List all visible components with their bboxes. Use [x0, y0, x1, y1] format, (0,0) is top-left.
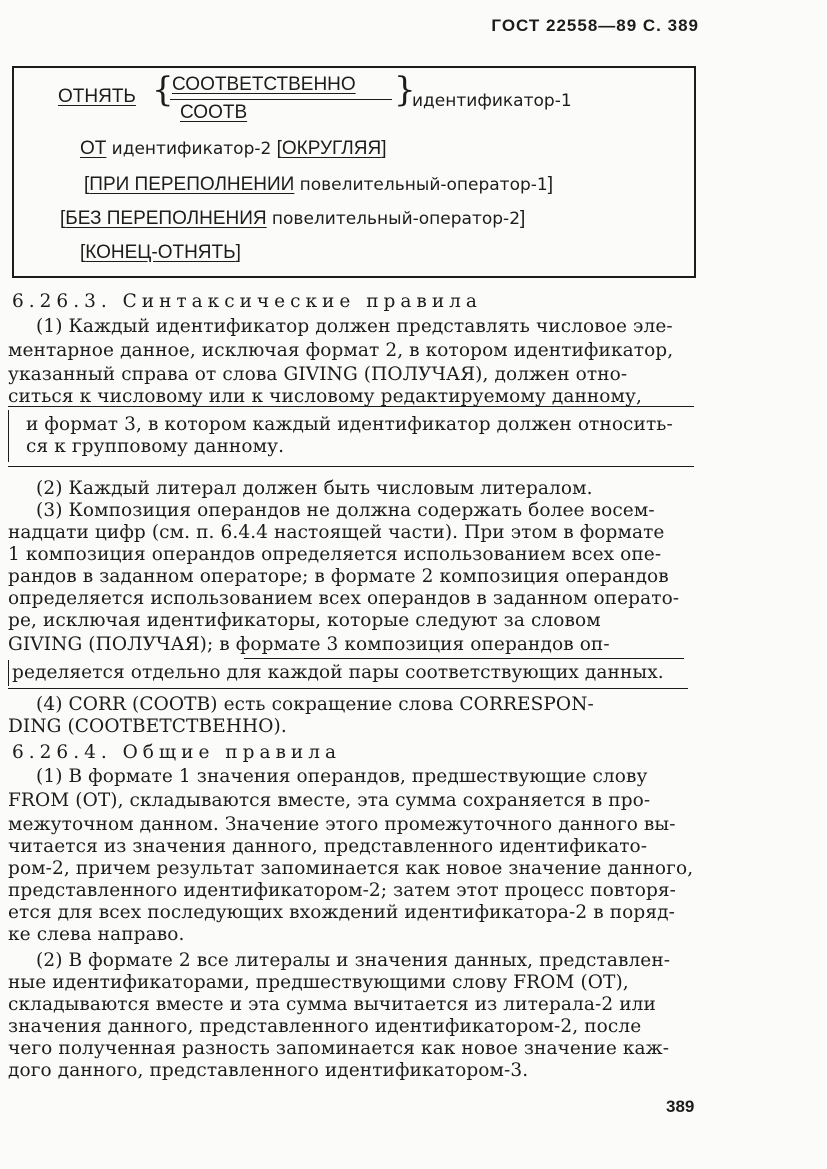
text-line: рандов в заданном операторе; в формате 2 композиция операндов [8, 566, 669, 587]
text-line: (2) Каждый литерал должен быть числовым литералом. [36, 478, 593, 499]
text-line: указанный справа от слова GIVING (ПОЛУЧАЯ), должен отно- [8, 364, 628, 385]
text-line: ке слева направо. [8, 924, 185, 945]
right-brace: } [394, 70, 416, 110]
text-line: надцати цифр (см. п. 6.4.4 настоящей части). При этом в формате [8, 522, 665, 543]
text-line: ределяется отдельно для каждой пары соответствующих данных. [12, 662, 664, 683]
text-line: (2) В формате 2 все литералы и значения данных, представлен- [36, 950, 671, 971]
text-line: чего полученная разность запоминается как новое значение каж- [8, 1038, 670, 1059]
text-line: читается из значения данного, представленного идентификато- [8, 836, 648, 857]
identifier-1: идентификатор-1 [412, 91, 572, 111]
syntax-format-box [12, 66, 696, 278]
change-rule [8, 406, 694, 407]
text-line: GIVING (ПОЛУЧАЯ); в формате 3 композиция операндов оп- [8, 634, 610, 655]
text-line: (4) CORR (СООТВ) есть сокращение слова CORRESPON- [36, 694, 594, 715]
text-line: значения данного, представленного идентификатором-2, после [8, 1016, 642, 1037]
from-line: ОТ идентификатор-2 [ОКРУГЛЯЯ] [80, 138, 387, 159]
page-number: 389 [666, 1097, 695, 1116]
text-line: ся к групповому данному. [26, 436, 285, 457]
change-rule [8, 466, 694, 467]
text-line: складываются вместе и эта сумма вычитается из литерала-2 или [8, 994, 656, 1015]
text-line: ные идентификаторами, предшествующими слову FROM (ОТ), [8, 972, 629, 993]
text-line: ется для всех последующих вхождений идентификатора-2 в поряд- [8, 902, 675, 923]
not-on-size-error-line: [БЕЗ ПЕРЕПОЛНЕНИЯ повелительный-оператор-2] [60, 208, 526, 229]
text-line: ром-2, причем результат запоминается как новое значение данного, [8, 858, 694, 879]
verb-subtract: ОТНЯТЬ [58, 86, 136, 107]
text-line: FROM (ОТ), складываются вместе, эта сумма сохраняется в про- [8, 790, 651, 811]
text-line: ментарное данное, исключая формат 2, в котором идентификатор, [8, 340, 674, 361]
text-line: и формат 3, в котором каждый идентификатор должен относить- [26, 414, 673, 435]
text-line: (1) Каждый идентификатор должен представлять числовое эле- [36, 316, 673, 337]
text-line: DING (СООТВЕТСТВЕННО). [8, 716, 287, 737]
text-line: ситься к числовому или к числовому редактируемому данному, [8, 386, 643, 407]
option-corresponding: СООТВЕТСТВЕННО [172, 74, 356, 95]
on-size-error-line: [ПРИ ПЕРЕПОЛНЕНИИ повелительный-оператор-1] [84, 174, 554, 195]
text-line: дого данного, представленного идентификатором-3. [8, 1060, 529, 1081]
section-heading-syntax-rules: 6.26.3. Синтаксические правила [12, 291, 482, 312]
text-line: ре, исключая идентификаторы, которые следуют за словом [8, 610, 601, 631]
left-brace: { [152, 70, 174, 110]
text-line: 1 композиция операндов определяется использованием всех опе- [8, 544, 662, 565]
option-divider [170, 99, 392, 100]
section-heading-general-rules: 6.26.4. Общие правила [12, 742, 341, 763]
text-line: определяется использованием всех операндов в заданном операто- [8, 588, 680, 609]
text-line: представленного идентификатором-2; затем этот процесс повторя- [8, 880, 677, 901]
option-corr: СООТВ [180, 102, 248, 123]
end-subtract-line: [КОНЕЦ-ОТНЯТЬ] [80, 242, 241, 263]
page-header: ГОСТ 22558—89 С. 389 [491, 16, 699, 35]
text-line: (3) Композиция операндов не должна содержать более восем- [36, 500, 655, 521]
change-rule [8, 688, 688, 689]
change-bar [8, 660, 9, 686]
text-line: (1) В формате 1 значения операндов, предшествующие слову [36, 766, 648, 787]
change-rule [244, 658, 684, 659]
text-line: межуточном данном. Значение этого промежуточного данного вы- [8, 814, 676, 835]
change-bar [8, 410, 9, 462]
